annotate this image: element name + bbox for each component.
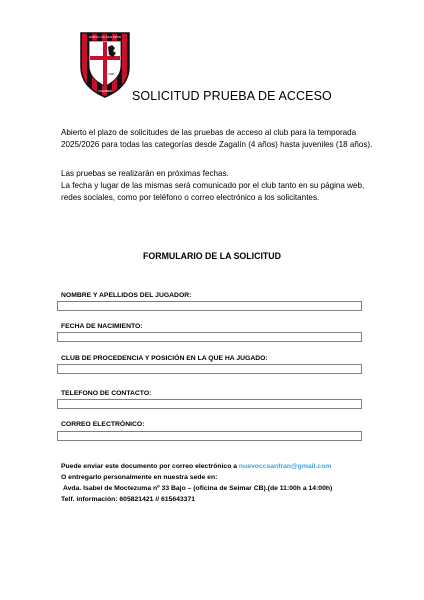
crest-mid-text: 1988	[108, 73, 114, 76]
previous-club-field[interactable]	[57, 364, 362, 374]
info-line-dates: Las pruebas se realizarán en próximas fechas.	[61, 169, 229, 178]
footer-in-person-line: O entregarlo personalmente en nuestra sede en:	[61, 474, 218, 481]
email-label: CORREO ELECTRÓNICO:	[61, 421, 145, 428]
crest-top-text: NUEVO CC SAN FRAN	[89, 35, 121, 39]
info-line-communication: La fecha y lugar de las mismas será comunicado por el club tanto en su página web, redes sociales, como por teléfono o correo electrónico a los solicitantes.	[61, 181, 365, 203]
info-paragraph	[61, 168, 381, 205]
player-name-label: NOMBRE Y APELLIDOS DEL JUGADOR:	[61, 292, 192, 299]
footer-address-line: Avda. Isabel de Moctezuma nº 33 Bajo – (oficina de Seimar CB).(de 11:00h a 14:00h)	[63, 485, 333, 492]
player-name-field[interactable]	[57, 301, 362, 311]
footer-email-text: Puede enviar este documento por correo electrónico a	[61, 463, 238, 470]
birth-date-label: FECHA DE NACIMIENTO:	[61, 323, 143, 330]
contact-footer	[61, 461, 332, 505]
form-title	[0, 251, 424, 261]
footer-phone-line: Telf. información: 605821421 // 615643371	[61, 496, 195, 503]
previous-club-label: CLUB DE PROCEDENCIA Y POSICIÓN EN LA QUE HA JUGADO:	[61, 355, 268, 362]
email-field[interactable]	[57, 431, 362, 441]
birth-date-field[interactable]	[57, 332, 362, 342]
club-email-link[interactable]: nuevoccsanfran@gmail.com	[238, 463, 332, 470]
contact-phone-field[interactable]	[57, 399, 362, 409]
form-title-text: FORMULARIO DE LA SOLICITUD	[143, 251, 281, 261]
contact-phone-label: TELEFONO DE CONTACTO:	[61, 390, 152, 397]
intro-paragraph: Abierto el plazo de solicitudes de las pruebas de acceso al club para la temporada 2025/2026 para todas las categorías desde Zagalín (4 años) hasta juveniles (18 años).	[61, 128, 373, 150]
footer-email-line	[61, 461, 332, 472]
club-crest-logo	[77, 29, 133, 99]
document-title: SOLICITUD PRUEBA DE ACCESO	[132, 89, 332, 103]
crest-bottom-text: CHAMBERÍ	[98, 90, 112, 93]
